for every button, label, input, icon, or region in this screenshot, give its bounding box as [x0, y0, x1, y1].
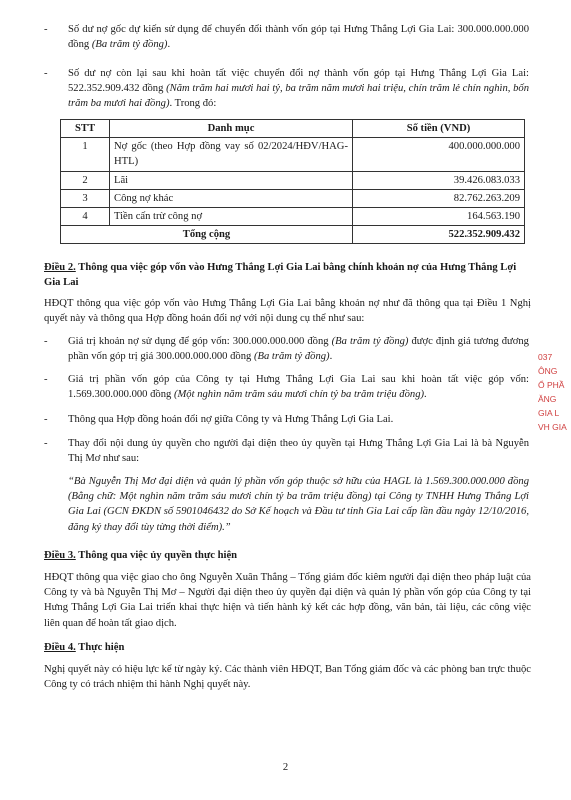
cell-item: Công nợ khác — [110, 189, 353, 207]
table-row — [61, 138, 525, 171]
article-2-quote: “Bà Nguyễn Thị Mơ đại diện và quản lý phần vốn góp thuộc sở hữu của HAGL là 1.569.300.000.000 đồng (Bằng chữ: Một nghìn năm trăm sáu mươi chín tỷ ba trăm triệu đồng) tại Công ty TNHH Hưng Thắng Lợi Gia Lai (GCN ĐKDN số 5901046432 do Sở Kế hoạch và Đầu tư tỉnh Gia Lai cấp lần đầu ngày 12/10/2016, đăng ký thay đổi tùy từng thời điểm).” — [68, 476, 529, 533]
bullet-italic: (Ba trăm tỷ đồng) — [91, 39, 168, 51]
article-2-title: Thông qua việc góp vốn vào Hưng Thắng Lợi Gia Lai bằng chính khoản nợ của Hưng Thắng Lợi Gia Lai — [44, 262, 517, 289]
bullet-mark: - — [44, 24, 48, 35]
total-label: Tổng cộng — [61, 226, 353, 244]
article-4-title: Thực hiện — [78, 642, 125, 653]
article-2-bullet-capital-value: - Giá trị phần vốn góp của Công ty tại Hưng Thắng Lợi Gia Lai sau khi hoàn tất việc góp vốn: 1.569.300.000.000 đồng (Một nghìn năm trăm sáu mươi chín tỷ ba trăm triệu đồng). — [44, 374, 529, 401]
cell-stt: 4 — [61, 208, 110, 226]
cell-stt: 2 — [61, 171, 110, 189]
article-3-title: Thông qua việc ủy quyền thực hiện — [78, 550, 238, 561]
article-2-bullet-debt-value: - Giá trị khoản nợ sử dụng để góp vốn: 300.000.000.000 đồng (Ba trăm tỷ đồng) được định giá tương đương phần vốn góp trị giá 300.000.000.000 đồng (Ba trăm tỷ đồng). — [44, 336, 529, 363]
bullet-mark: - — [44, 336, 48, 347]
article-3-label: Điều 3. — [44, 550, 76, 561]
bullet-text: Số dư nợ còn lại sau khi hoàn tất việc chuyển đổi nợ thành vốn góp tại Hưng Thắng Lợi Gia Lai: 522.352.909.432 đồng — [68, 68, 529, 95]
bullet-mark: - — [44, 414, 48, 425]
cell-stt: 3 — [61, 189, 110, 207]
debt-table — [60, 119, 525, 244]
article-2-bullet-swap-contract: - Thông qua Hợp đồng hoán đổi nợ giữa Công ty và Hưng Thắng Lợi Gia Lai. — [0, 412, 571, 427]
cell-amount: 82.762.263.209 — [353, 189, 525, 207]
bullet-mark: - — [44, 68, 48, 79]
table-header-row — [61, 120, 525, 138]
table-total-row — [61, 226, 525, 244]
cell-amount: 39.426.083.033 — [353, 171, 525, 189]
bullet-remaining-debt: - Số dư nợ còn lại sau khi hoàn tất việc chuyển đổi nợ thành vốn góp tại Hưng Thắng Lợi Gia Lai: 522.352.909.432 đồng (Năm trăm hai mươi hai tỷ, ba trăm năm mươi hai triệu, chín trăm lẻ chín nghìn, bốn trăm ba mươi hai đồng). Trong đó: — [44, 68, 529, 110]
cell-amount: 164.563.190 — [353, 208, 525, 226]
article-3-heading — [0, 548, 571, 563]
cell-stt: 1 — [61, 138, 110, 171]
col-item-header: Danh mục — [110, 120, 353, 138]
article-3-body: HĐQT thông qua việc giao cho ông Nguyễn Xuân Thắng – Tổng giám đốc kiêm người đại diện theo pháp luật của Công ty và bà Nguyễn Thị Mơ – Người đại diện theo ủy quyền đại diện và quản lý phần vốn góp của Công ty tại Hưng Thắng Lợi Gia Lai triển khai thực hiện và tiến hành ký kết các hợp đồng, văn bản, tài liệu, các công việc liên quan để hoàn tất giao dịch. — [44, 572, 531, 629]
bullet-mark: - — [44, 374, 48, 385]
article-2-heading — [0, 260, 571, 290]
article-2-bullet-authorization: - Thay đổi nội dung ủy quyền cho người đại diện theo ủy quyền tại Hưng Thắng Lợi Gia Lai là bà Nguyễn Thị Mơ như sau: — [44, 438, 529, 465]
table-row — [61, 171, 525, 189]
bullet-italic: (Năm trăm hai mươi hai tỷ, ba trăm năm mươi hai triệu, chín trăm lẻ chín nghìn, bốn trăm ba mươi hai đồng) — [68, 83, 529, 110]
total-amount: 522.352.909.432 — [353, 226, 525, 244]
cell-item: Nợ gốc (theo Hợp đồng vay số 02/2024/HĐV/HAG-HTL) — [110, 138, 353, 171]
page-number: 2 — [282, 762, 289, 773]
bullet-mark: - — [44, 438, 48, 449]
article-4-body: Nghị quyết này có hiệu lực kể từ ngày ký. Các thành viên HĐQT, Ban Tổng giám đốc và các phòng ban trực thuộc Công ty có trách nhiệm thi hành Nghị quyết này. — [44, 664, 531, 691]
article-4-label: Điều 4. — [44, 642, 76, 653]
article-2-label: Điều 2. — [44, 262, 76, 273]
article-2-intro: HĐQT thông qua việc góp vốn vào Hưng Thắng Lợi Gia Lai bằng khoản nợ như đã thông qua tại Điều 1 Nghị quyết này và thông qua Hợp đồng hoán đổi nợ với nội dung cụ thể như sau: — [44, 298, 531, 325]
article-4-heading — [0, 640, 571, 655]
table-row — [61, 208, 525, 226]
cell-item: Lãi — [110, 171, 353, 189]
cell-amount: 400.000.000.000 — [353, 138, 525, 171]
col-amount-header: Số tiền (VND) — [353, 120, 525, 138]
bullet-text: Số dư nợ gốc dự kiến sử dụng để chuyển đổi thành vốn góp tại Hưng Thắng Lợi Gia Lai: 300.000.000.000 đồng — [68, 24, 529, 51]
col-stt-header: STT — [61, 120, 110, 138]
red-stamp-fragment: 037 ÔNG Ổ PHẦ ĂNG GIA L VH GIA — [538, 352, 567, 432]
bullet-principal-conversion: - Số dư nợ gốc dự kiến sử dụng để chuyển đổi thành vốn góp tại Hưng Thắng Lợi Gia Lai: 300.000.000.000 đồng (Ba trăm tỷ đồng). — [44, 24, 529, 51]
cell-item: Tiền cấn trừ công nợ — [110, 208, 353, 226]
table-row — [61, 189, 525, 207]
